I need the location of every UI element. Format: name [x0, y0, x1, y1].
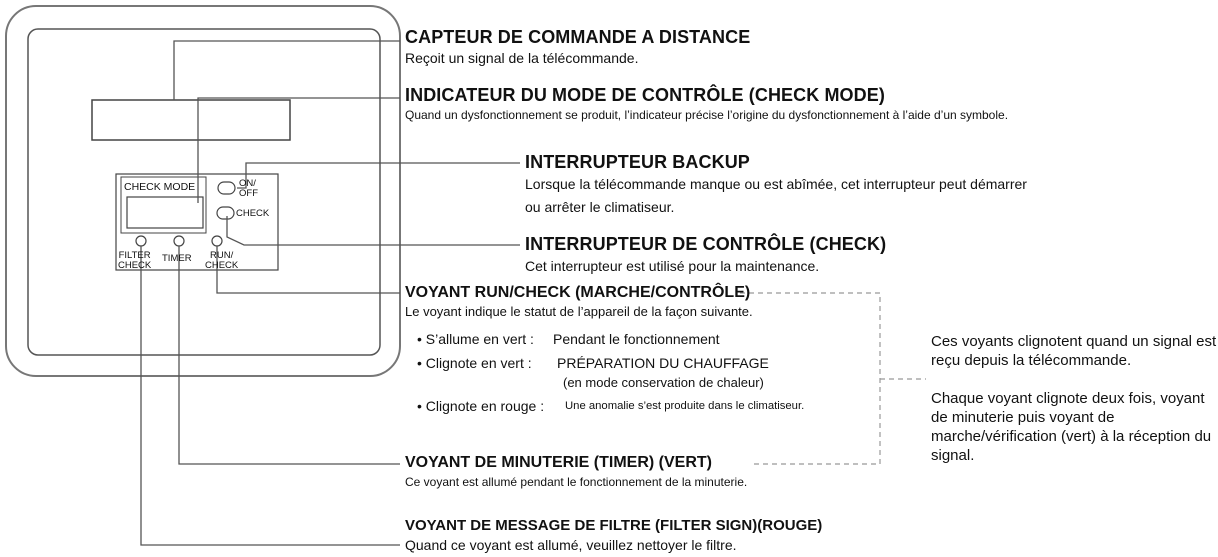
- run-check-bullet1-text: Pendant le fonctionnement: [553, 331, 720, 347]
- sensor-title: CAPTEUR DE COMMANDE A DISTANCE: [405, 27, 751, 47]
- timer-desc: Ce voyant est allumé pendant le fonctionnement de la minuterie.: [405, 475, 748, 489]
- sensor-window: [92, 100, 290, 140]
- check-switch-title: INTERRUPTEUR DE CONTRÔLE (CHECK): [525, 234, 887, 254]
- sensor-desc: Reçoit un signal de la télécommande.: [405, 50, 639, 66]
- timer-label: TIMER: [162, 253, 192, 264]
- on-off-button: [218, 182, 235, 194]
- timer-led: [174, 236, 184, 246]
- check-mode-title: INDICATEUR DU MODE DE CONTRÔLE (CHECK MODE): [405, 85, 885, 105]
- run-check-bullet2-text2: (en mode conservation de chaleur): [563, 375, 764, 390]
- filter-title: VOYANT DE MESSAGE DE FILTRE (FILTER SIGN)(ROUGE): [405, 517, 823, 534]
- backup-desc-line2: ou arrêter le climatiseur.: [525, 199, 675, 215]
- check-button: [217, 207, 234, 219]
- check-label: CHECK: [236, 208, 270, 219]
- backup-desc-line1: Lorsque la télécommande manque ou est abîmée, cet interrupteur peut démarrer: [525, 176, 1027, 192]
- run-check-bullet2-label: • Clignote en vert :: [417, 355, 532, 371]
- filter-check-led: [136, 236, 146, 246]
- filter-check-label: FILTER CHECK: [118, 250, 152, 271]
- backup-title: INTERRUPTEUR BACKUP: [525, 152, 750, 172]
- run-check-label: RUN/ CHECK: [205, 250, 239, 271]
- run-check-bullet2-text: PRÉPARATION DU CHAUFFAGE: [557, 355, 769, 371]
- run-check-led: [212, 236, 222, 246]
- side-note-text2: Chaque voyant clignote deux fois, voyant de minuterie puis voyant de marche/vérification (vert) à la réception du signal.: [931, 390, 1212, 464]
- check-mode-label: CHECK MODE: [124, 181, 196, 193]
- run-check-bullet1-label: • S’allume en vert :: [417, 331, 534, 347]
- check-switch-desc: Cet interrupteur est utilisé pour la maintenance.: [525, 258, 820, 274]
- timer-title: VOYANT DE MINUTERIE (TIMER) (VERT): [405, 454, 712, 471]
- run-check-bullet3-label: • Clignote en rouge :: [417, 398, 545, 414]
- check-mode-display: [127, 197, 203, 228]
- on-off-label: ON/ OFF: [239, 178, 258, 199]
- run-check-desc: Le voyant indique le statut de l’appareil de la façon suivante.: [405, 304, 753, 319]
- run-check-title: VOYANT RUN/CHECK (MARCHE/CONTRÔLE): [405, 284, 751, 301]
- filter-desc: Quand ce voyant est allumé, veuillez nettoyer le filtre.: [405, 537, 737, 553]
- side-note-text1: Ces voyants clignotent quand un signal est reçu depuis la télécommande.: [931, 333, 1217, 369]
- check-mode-desc: Quand un dysfonctionnement se produit, l’indicateur précise l’origine du dysfonctionnement à l’aide d’un symbole.: [405, 108, 1009, 122]
- run-check-bullet3-text: Une anomalie s’est produite dans le climatiseur.: [565, 400, 805, 412]
